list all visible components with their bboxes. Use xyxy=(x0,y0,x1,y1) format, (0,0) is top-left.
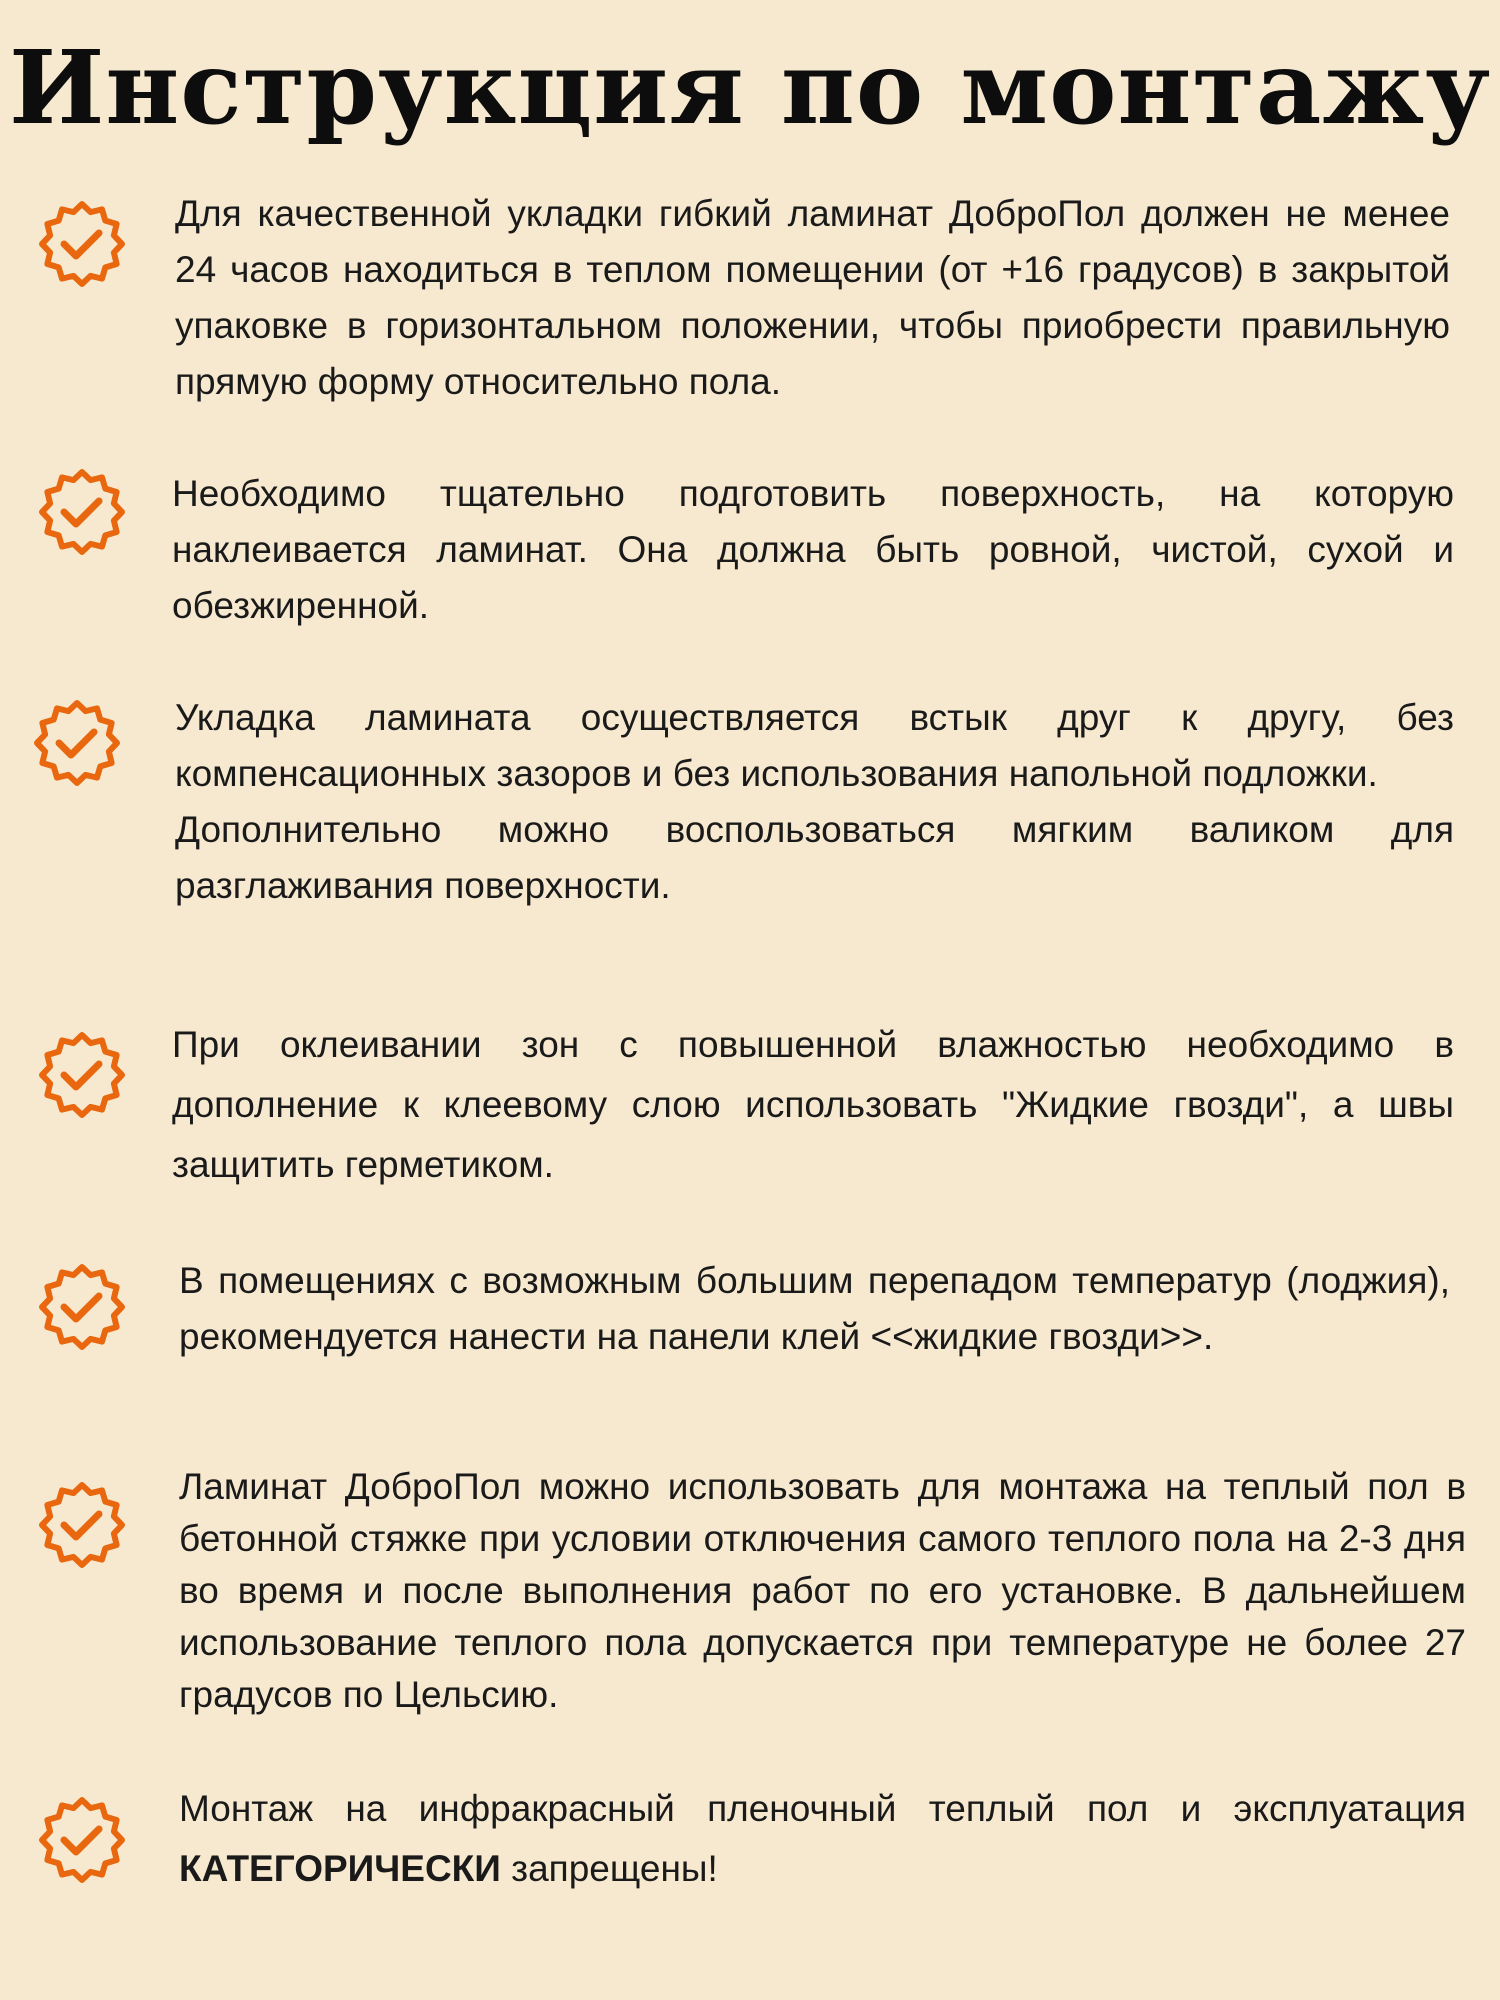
check-badge-icon xyxy=(36,466,128,558)
instruction-text-2 xyxy=(172,466,1454,634)
warning-tail-text: запрещены! xyxy=(500,1848,718,1889)
instruction-text-7 xyxy=(179,1779,1466,1899)
warning-emphasis-text: КАТЕГОРИЧЕСКИ xyxy=(179,1848,501,1889)
instruction-paragraph xyxy=(179,1779,1466,1899)
instruction-paragraph: Для качественной укладки гибкий ламинат ДоброПол должен не менее 24 часов находиться в теплом помещении (от +16 градусов) в закрытой упаковке в горизонтальном положении, чтобы приобрести правильную прямую форму относительно пола. xyxy=(175,193,1450,402)
page-title: Инструкция по монтажу xyxy=(8,28,1492,147)
instruction-paragraph: Ламинат ДоброПол можно использовать для монтажа на теплый пол в бетонной стяжке при условии отключения самого теплого пола на 2-3 дня во время и после выполнения работ по его установке. В дальнейшем использование теплого пола допускается при температуре не более 27 градусов по Цельсию. xyxy=(179,1466,1466,1715)
check-badge-icon xyxy=(36,198,128,290)
instruction-paragraph: Укладка ламината осуществляется встык друг к другу, без компенсационных зазоров и без использования напольной подложки. xyxy=(175,697,1454,794)
instruction-text-1 xyxy=(175,186,1450,410)
check-badge-icon xyxy=(36,1479,128,1571)
warning-lead-text: Монтаж на инфракрасный пленочный теплый пол и эксплуатация xyxy=(179,1788,1466,1829)
check-badge-icon xyxy=(31,697,123,789)
instruction-text-5 xyxy=(179,1253,1450,1365)
instruction-paragraph: В помещениях с возможным большим перепадом температур (лоджия), рекомендуется нанести на панели клей <<жидкие гвозди>>. xyxy=(179,1260,1450,1357)
instruction-paragraph: При оклеивании зон с повышенной влажностью необходимо в дополнение к клеевому слою использовать "Жидкие гвозди", а швы защитить герметиком. xyxy=(172,1024,1454,1185)
check-badge-icon xyxy=(36,1029,128,1121)
instruction-text-3 xyxy=(175,690,1454,914)
check-badge-icon xyxy=(36,1261,128,1353)
instruction-text-4 xyxy=(172,1015,1454,1195)
instruction-paragraph: Необходимо тщательно подготовить поверхность, на которую наклеивается ламинат. Она должна быть ровной, чистой, сухой и обезжиренной. xyxy=(172,473,1454,626)
check-badge-icon xyxy=(36,1794,128,1886)
instruction-text-6 xyxy=(179,1461,1466,1721)
instruction-paragraph: Дополнительно можно воспользоваться мягким валиком для разглаживания поверхности. xyxy=(175,809,1454,906)
